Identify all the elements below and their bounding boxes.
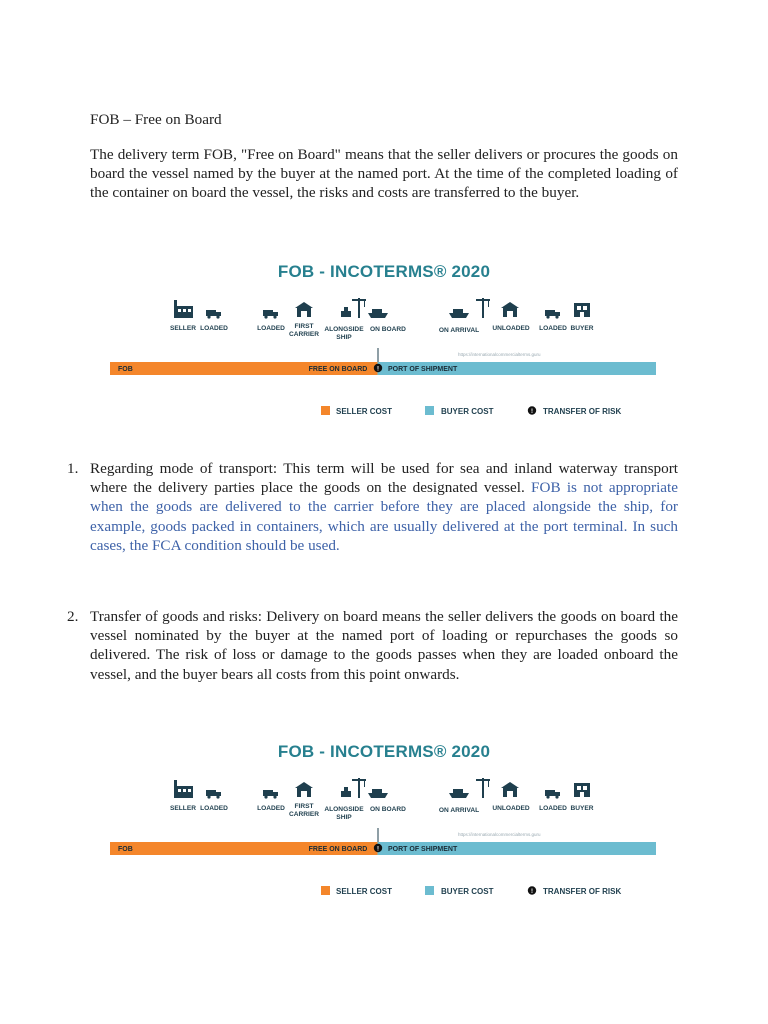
stage-on-board: ON BOARD: [370, 806, 406, 813]
svg-text:!: !: [531, 409, 533, 415]
port-crane-icon: [352, 298, 366, 318]
legend-buyer-swatch: [425, 406, 434, 415]
legend-seller-swatch: [321, 406, 330, 415]
stage-alongside-ship: ALONGSIDE: [324, 326, 364, 333]
list-number: 1.: [67, 460, 79, 477]
truck-icon: [206, 790, 221, 799]
port-crane-icon: [476, 778, 490, 798]
warehouse-icon: [501, 302, 519, 317]
truck-icon: [206, 310, 221, 319]
svg-text:!: !: [377, 846, 379, 853]
fob-diagram-2: [108, 738, 660, 908]
diagram-graphic: [108, 258, 660, 428]
list-number: 2.: [67, 608, 79, 625]
truck-icon: [263, 310, 278, 319]
list-text: Regarding mode of transport: This term will be used for sea and inland waterway transport where the delivery parties place the goods on the designated vessel.: [90, 460, 678, 497]
warehouse-icon: [295, 782, 313, 797]
stage-first-carrier: FIRST: [294, 803, 314, 810]
svg-text:!: !: [377, 366, 379, 373]
intro-paragraph: The delivery term FOB, "Free on Board" means that the seller delivers or procures the goods on board the vessel named by the buyer at the named port. At the time of the completed loading of the container on board the vessel, the risks and costs are transferred to the buyer.: [90, 146, 678, 202]
bar-label-port: PORT OF SHIPMENT: [388, 366, 458, 373]
port-crane-icon: [352, 778, 366, 798]
svg-text:!: !: [531, 889, 533, 895]
stage-loaded: LOADED: [200, 325, 228, 332]
crane-icon: [341, 307, 351, 317]
stage-loaded: LOADED: [257, 805, 285, 812]
list-highlight-text: FOB is not appropriate when the goods are delivered to the carrier before they are placed alongside the ship, for example, goods packed in containers, which are usually delivered at the port terminal. In such cases, the FCA condition should be used.: [90, 479, 678, 554]
warehouse-icon: [501, 782, 519, 797]
legend-buyer-cost: BUYER COST: [441, 407, 494, 416]
stage-first-carrier: CARRIER: [288, 811, 320, 818]
factory-icon: [174, 300, 193, 318]
stage-buyer: BUYER: [570, 805, 594, 812]
legend-seller-swatch: [321, 886, 330, 895]
stage-unloaded: UNLOADED: [492, 325, 530, 332]
diagram-title: FOB - INCOTERMS® 2020: [277, 262, 491, 281]
ship-icon: [449, 789, 469, 798]
list-text: Transfer of goods and risks: Delivery on board means the seller delivers the goods on board the vessel nominated by the buyer at the named port of loading or repurchases the goods so delivered. The risk of loss or damage to the goods passes when they are loaded onboard the vessel, and the buyer bears all costs from this point onwards.: [90, 608, 678, 683]
warehouse-icon: [295, 302, 313, 317]
stage-loaded: LOADED: [200, 805, 228, 812]
stage-on-arrival: ON ARRIVAL: [438, 807, 480, 814]
legend-buyer-swatch: [425, 886, 434, 895]
stage-alongside-ship: ALONGSIDE: [324, 806, 364, 813]
truck-icon: [545, 310, 560, 319]
bar-label-fob: FOB: [118, 846, 133, 853]
stage-first-carrier: FIRST: [294, 323, 314, 330]
bar-label-free-on-board: FREE ON BOARD: [308, 846, 368, 853]
stage-first-carrier: CARRIER: [288, 331, 320, 338]
legend-buyer-cost: BUYER COST: [441, 887, 494, 896]
ship-icon: [368, 789, 388, 798]
stage-on-board: ON BOARD: [370, 326, 406, 333]
bar-label-fob: FOB: [118, 366, 133, 373]
factory-icon: [174, 780, 193, 798]
port-crane-icon: [476, 298, 490, 318]
list-item: [67, 607, 678, 684]
stage-loaded: LOADED: [539, 805, 567, 812]
source-url: https://internationalcommercialterms.guru: [458, 352, 541, 357]
ship-icon: [449, 309, 469, 318]
stage-seller: SELLER: [169, 805, 197, 812]
stage-seller: SELLER: [169, 325, 197, 332]
legend-seller-cost: SELLER COST: [336, 407, 393, 416]
stage-loaded: LOADED: [539, 325, 567, 332]
source-url: https://internationalcommercialterms.guru: [458, 832, 541, 837]
stage-unloaded: UNLOADED: [492, 805, 530, 812]
list-item: [67, 459, 678, 555]
legend-seller-cost: SELLER COST: [336, 887, 393, 896]
stage-alongside-ship: SHIP: [336, 334, 352, 341]
stage-loaded: LOADED: [257, 325, 285, 332]
section-heading: FOB – Free on Board: [90, 111, 222, 128]
stage-alongside-ship: SHIP: [336, 814, 352, 821]
ship-icon: [368, 309, 388, 318]
stage-on-arrival: ON ARRIVAL: [438, 327, 480, 334]
buyer-building-icon: [574, 783, 590, 797]
fob-diagram-1: [108, 258, 660, 428]
stage-buyer: BUYER: [570, 325, 594, 332]
legend-transfer-of-risk: TRANSFER OF RISK: [543, 887, 622, 896]
truck-icon: [545, 790, 560, 799]
buyer-building-icon: [574, 303, 590, 317]
truck-icon: [263, 790, 278, 799]
bar-label-free-on-board: FREE ON BOARD: [308, 366, 368, 373]
diagram-graphic: [108, 738, 660, 908]
bar-label-port: PORT OF SHIPMENT: [388, 846, 458, 853]
crane-icon: [341, 787, 351, 797]
diagram-title: FOB - INCOTERMS® 2020: [277, 742, 491, 761]
legend-transfer-of-risk: TRANSFER OF RISK: [543, 407, 622, 416]
